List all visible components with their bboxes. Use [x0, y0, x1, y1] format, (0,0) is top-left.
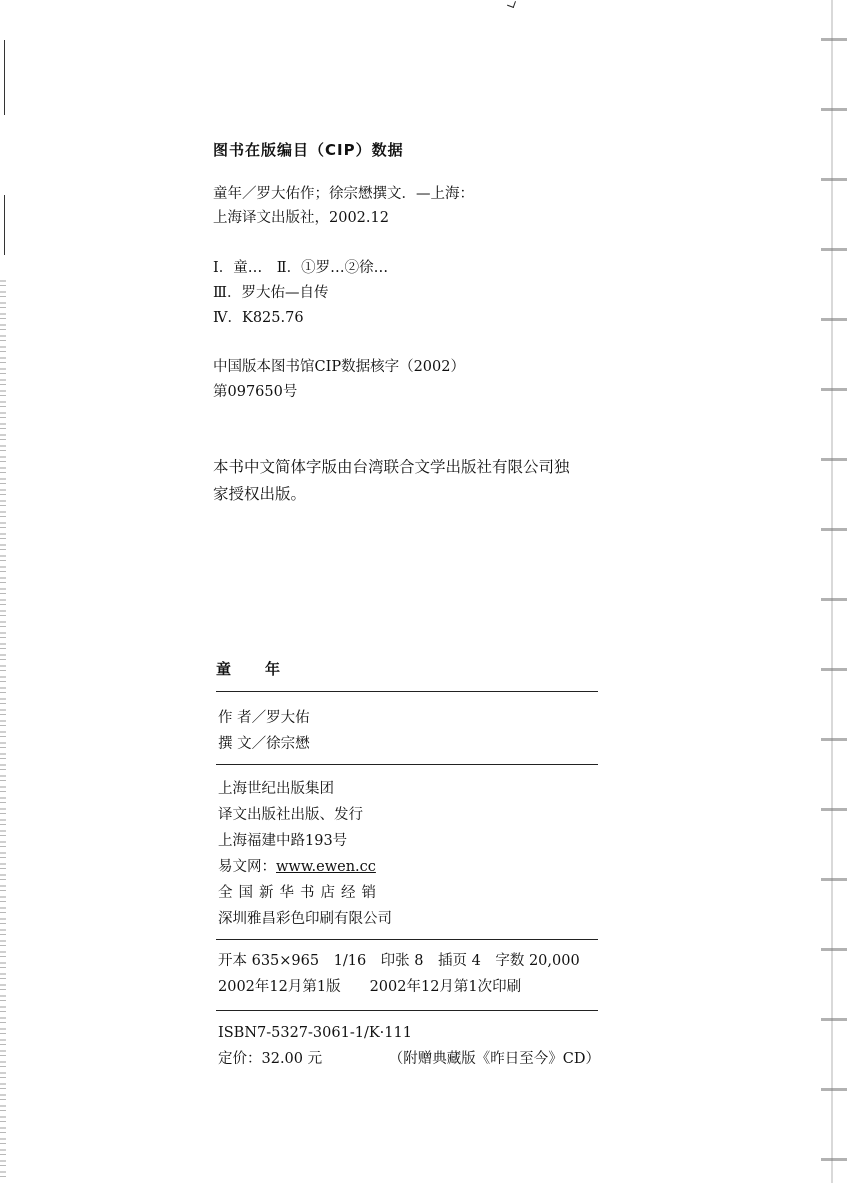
writer-credit: 撰 文／徐宗懋 — [218, 736, 310, 752]
printer: 深圳雅昌彩色印刷有限公司 — [218, 911, 392, 927]
distributor: 全国新华书店经销 — [218, 885, 382, 901]
price: 定价：32.00 元 — [218, 1051, 323, 1067]
credits-block — [218, 705, 310, 757]
license-text: 家授权出版。 — [213, 485, 307, 503]
scan-edge-right — [821, 0, 847, 1183]
specs-block — [218, 948, 580, 1000]
bonus-note: （附赠典藏版《昨日至今》CD） — [388, 1051, 600, 1067]
cip-subject-line: Ⅳ．K825.76 — [213, 310, 304, 326]
scan-mark — [4, 195, 5, 255]
license-text: 本书中文简体字版由台湾联合文学出版社有限公司独 — [213, 458, 570, 476]
isbn-block — [218, 1020, 600, 1072]
format-spec: 开本 635×965 1/16 印张 8 插页 4 字数 20,000 — [218, 953, 580, 969]
publisher-website — [218, 854, 392, 880]
cip-entry-line: 上海译文出版社，2002.12 — [213, 210, 389, 226]
cip-title: 图书在版编目（CIP）数据 — [213, 141, 404, 159]
publisher-address: 上海福建中路193号 — [218, 833, 348, 849]
edition-info: 2002年12月第1版 2002年12月第1次印刷 — [218, 979, 522, 995]
book-title — [216, 658, 280, 679]
publisher-block — [218, 776, 392, 932]
book-title-char: 年 — [265, 660, 281, 678]
publisher-group: 上海世纪出版集团 — [218, 781, 334, 797]
divider — [216, 1010, 598, 1011]
scan-edge-left — [0, 280, 6, 1180]
cip-subject-line: Ⅲ．罗大佑—自传 — [213, 285, 329, 301]
publisher-press: 译文出版社出版、发行 — [218, 807, 363, 823]
book-title-char: 童 — [216, 660, 232, 678]
cip-entry-line: 童年／罗大佑作；徐宗懋撰文．—上海： — [213, 186, 474, 202]
cip-verify-line: 第097650号 — [213, 384, 298, 400]
website-label: 易文网： — [218, 859, 276, 875]
website-link[interactable]: www.ewen.cc — [276, 859, 376, 875]
isbn-number: ISBN7-5327-3061-1/K·111 — [218, 1025, 412, 1041]
price-row — [218, 1046, 600, 1072]
cip-verify-line: 中国版本图书馆CIP数据核字（2002） — [213, 359, 465, 375]
divider — [216, 764, 598, 765]
divider — [216, 939, 598, 940]
cip-subject-line: Ⅰ．童… Ⅱ．①罗…②徐… — [213, 260, 389, 276]
divider — [216, 691, 598, 692]
scan-mark — [507, 0, 516, 8]
author-credit: 作 者／罗大佑 — [218, 710, 310, 726]
scan-mark — [4, 40, 5, 115]
